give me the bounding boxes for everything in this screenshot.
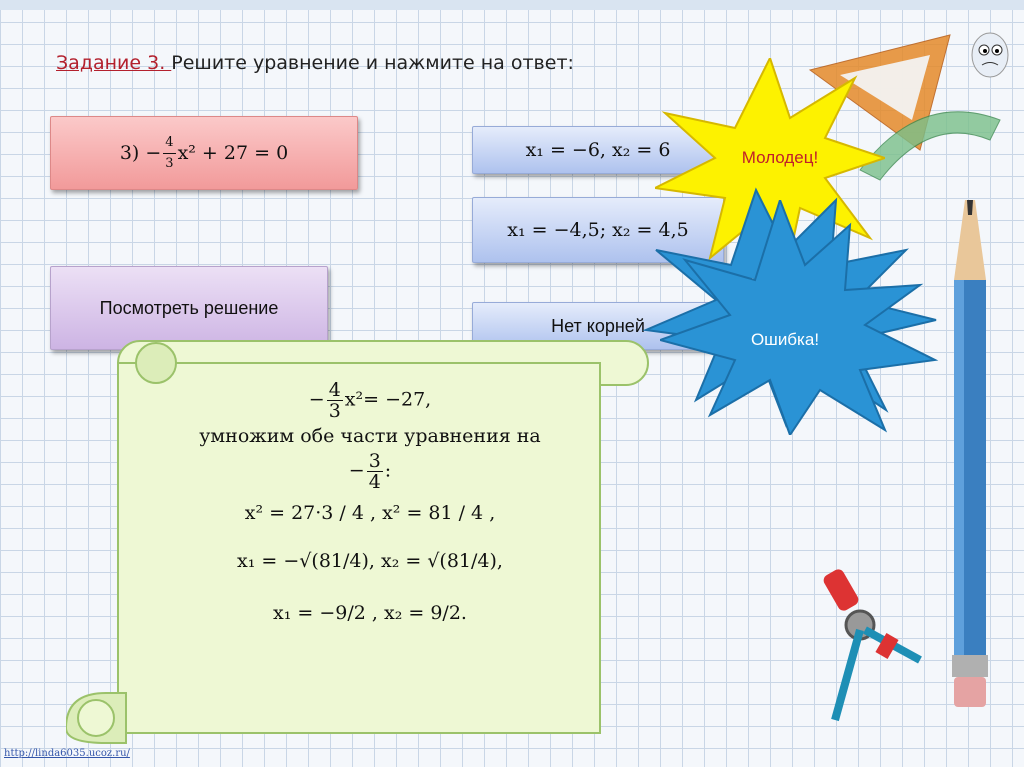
solution-line-2: умножим обе части уравнения на [199,425,541,447]
solution-line-3: − $\frac{3}{4}$ : [348,450,392,493]
solution-line-6: x₁ = −9/2 , x₂ = 9/2. [273,602,467,624]
footer-link[interactable]: http://linda6035.ucoz.ru/ [4,748,130,759]
correct-burst-label: Молодец! [741,148,819,167]
fraction-numerator: 4 [163,133,175,154]
answer-option-2[interactable]: x₁ = −4,5; x₂ = 4,5 [472,197,724,263]
equation-box [50,116,358,190]
solution-line-1-text: x²= −27, [344,388,432,411]
task-number: Задание 3. [56,52,172,74]
fraction-denominator: 3 [165,155,174,171]
answer-option-1[interactable]: x₁ = −6, x₂ = 6 [472,126,724,174]
answer-option-3[interactable]: Нет корней [472,302,724,350]
solution-line-4: x² = 27·3 / 4 , x² = 81 / 4 , [244,502,496,524]
wrong-burst-front-label: Ошибка! [750,330,820,349]
show-solution-button[interactable]: Посмотреть решение [50,266,328,350]
equation-label: 3) − [119,142,162,164]
wrong-burst-front[interactable] [660,200,940,435]
task-instruction: Решите уравнение и нажмите на ответ: [171,52,574,74]
solution-line-1: − $\frac{4}{3}$ x²= −27, [308,379,432,422]
equation-rest: x² + 27 = 0 [177,142,289,164]
task-title [56,52,574,74]
solution-line-5: x₁ = −√(81/4), x₂ = √(81/4), [237,550,503,572]
solution-text [120,380,620,628]
equation-fraction [163,133,175,174]
